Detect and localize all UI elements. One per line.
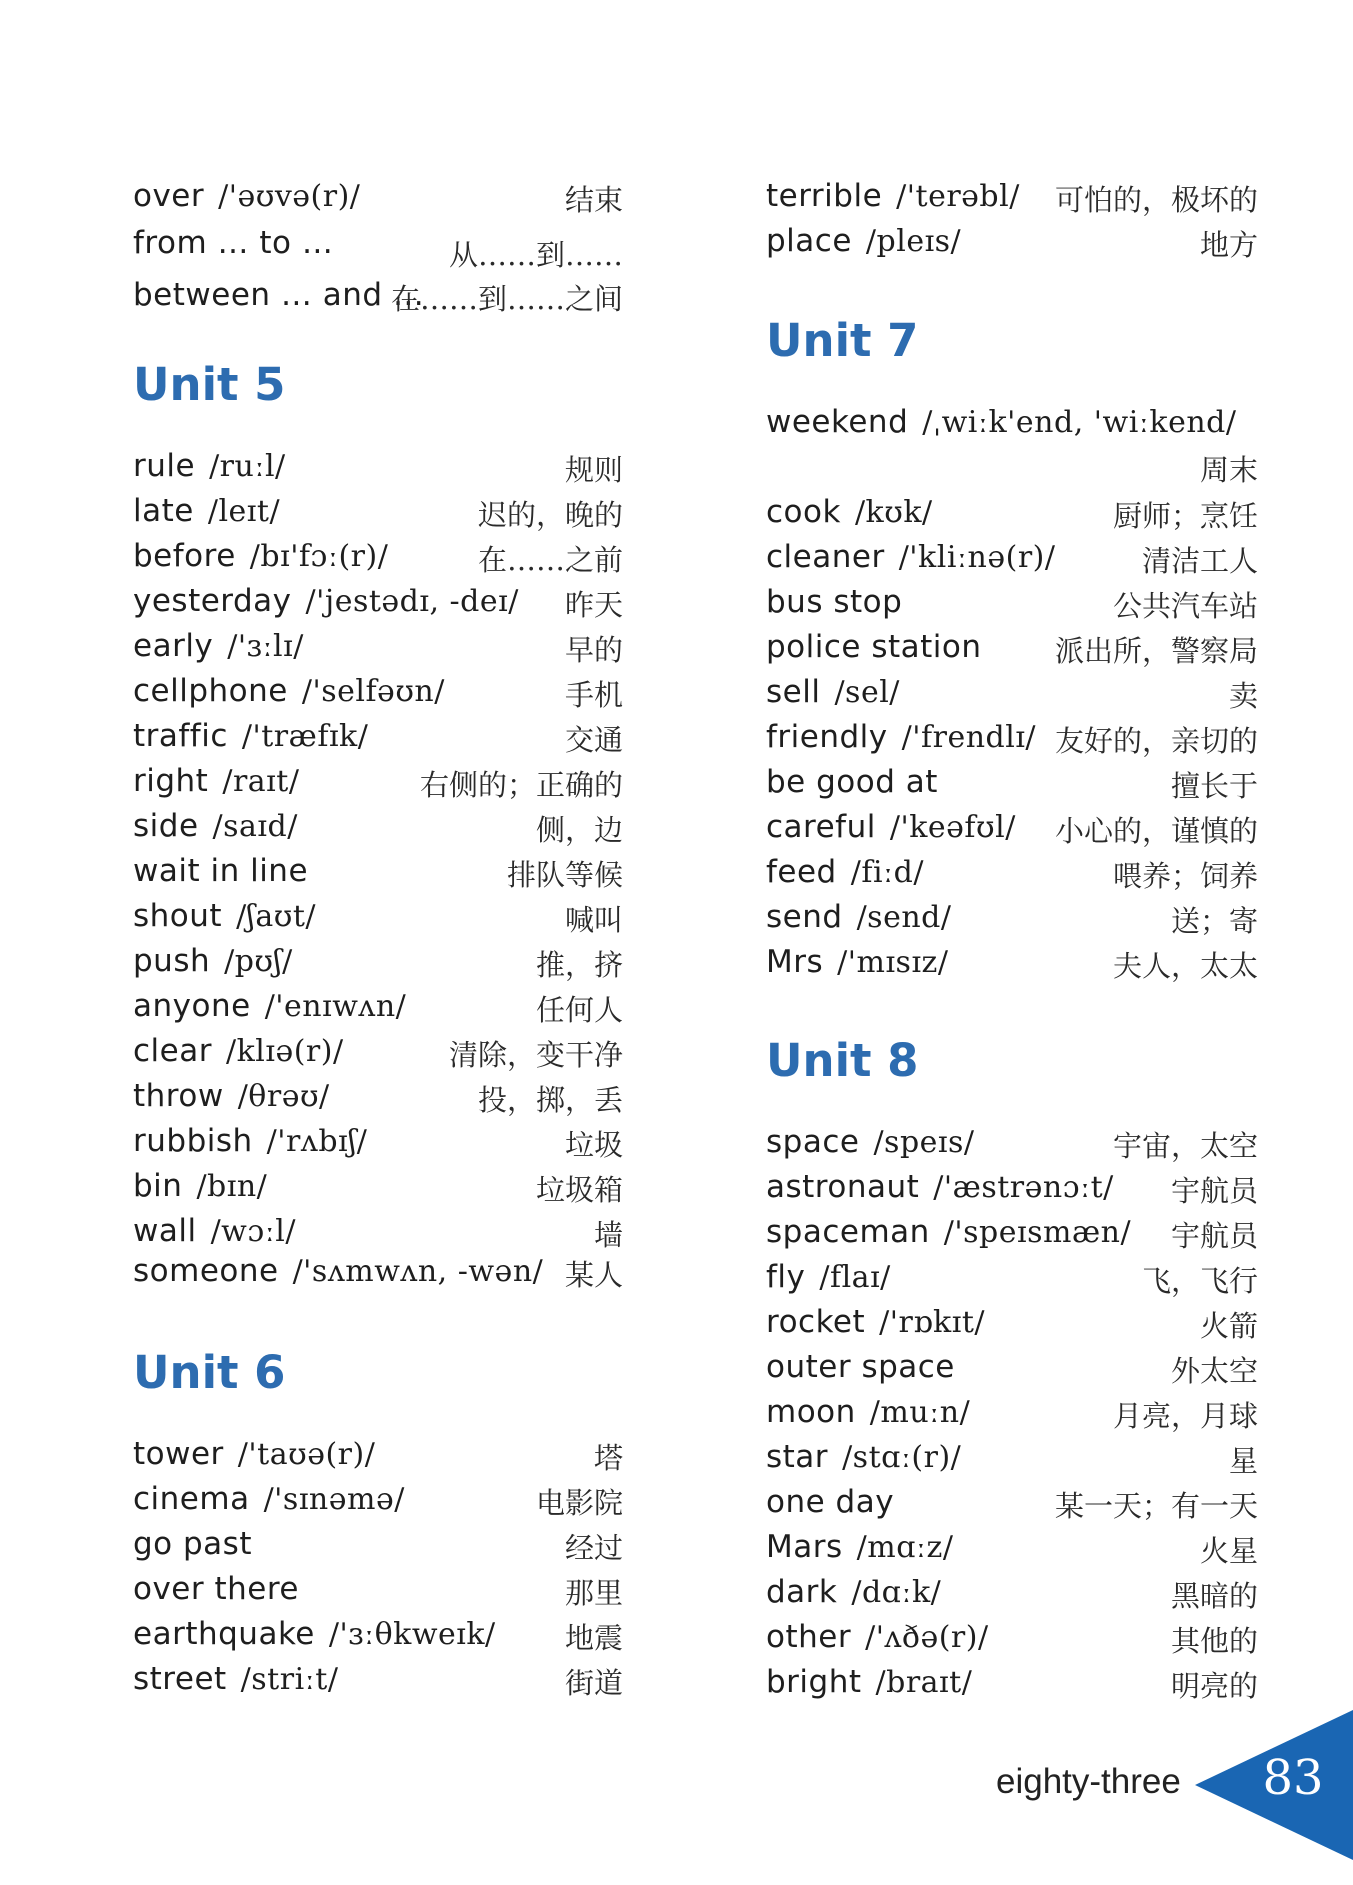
meaning: 友好的，亲切的 [1054, 724, 1258, 758]
meaning: 塔 [593, 1441, 623, 1475]
word: careful [766, 809, 876, 845]
phonetic: /'terəbl/ [896, 179, 1020, 214]
meaning: 手机 [564, 678, 623, 712]
word: tower [133, 1436, 224, 1472]
phonetic: /mɑːz/ [856, 1530, 954, 1565]
meaning: 街道 [564, 1666, 623, 1700]
vocab-entry [133, 277, 623, 321]
word: shout [133, 898, 223, 934]
word: friendly [766, 719, 888, 755]
word: anyone [133, 988, 251, 1024]
phonetic: /'ʌðə(r)/ [865, 1620, 989, 1655]
unit-heading: Unit 7 [766, 314, 919, 367]
phonetic: /klɪə(r)/ [225, 1034, 344, 1069]
word: over there [133, 1571, 299, 1607]
phonetic: /'ɜːlɪ/ [227, 629, 304, 664]
vocab-entry [766, 1574, 1258, 1618]
phonetic: /'ɜːθkweɪk/ [328, 1617, 496, 1652]
vocab-entry [133, 493, 623, 537]
word: from … to … [133, 225, 334, 261]
meaning: 昨天 [564, 588, 623, 622]
meaning: 从……到…… [448, 238, 623, 272]
word: moon [766, 1394, 856, 1430]
vocab-entry [766, 1484, 1258, 1528]
vocab-entry [766, 809, 1258, 853]
meaning: 厨师；烹饪 [1112, 499, 1258, 533]
word: weekend [766, 404, 909, 440]
vocab-entry [766, 1259, 1258, 1303]
word: rubbish [133, 1123, 253, 1159]
vocab-entry [766, 1169, 1258, 1213]
meaning: 侧，边 [535, 813, 623, 847]
vocab-entry [133, 178, 623, 222]
phonetic: /θrəʊ/ [237, 1079, 330, 1114]
phonetic: /'selfəʊn/ [301, 674, 445, 709]
word: cook [766, 494, 841, 530]
meaning: 其他的 [1170, 1624, 1258, 1658]
word: bin [133, 1168, 183, 1204]
meaning: 清除，变干净 [448, 1038, 623, 1072]
phonetic: /bɪn/ [196, 1169, 268, 1204]
phonetic: /send/ [856, 900, 952, 935]
vocab-entry [133, 583, 623, 627]
phonetic: /ruːl/ [209, 449, 286, 484]
vocab-entry [766, 1349, 1258, 1393]
meaning: 月亮，月球 [1112, 1399, 1258, 1433]
word: Mrs [766, 944, 824, 980]
phonetic: /'enɪwʌn/ [264, 989, 407, 1024]
word: traffic [133, 718, 228, 754]
meaning: 清洁工人 [1141, 544, 1258, 578]
meaning: 垃圾箱 [535, 1173, 623, 1207]
vocab-entry [766, 629, 1258, 673]
vocab-entry [766, 1214, 1258, 1258]
meaning: 卖 [1228, 679, 1258, 713]
word: astronaut [766, 1169, 920, 1205]
meaning: 喂养；饲养 [1112, 859, 1258, 893]
meaning: 公共汽车站 [1112, 589, 1258, 623]
vocab-entry [766, 854, 1258, 898]
meaning: 推，挤 [535, 948, 623, 982]
word: between … and … [133, 277, 425, 313]
phonetic: /ˌwiːk'end, 'wiːkend/ [922, 405, 1237, 440]
meaning: 周末 [1199, 453, 1258, 487]
vocab-entry [133, 1033, 623, 1077]
vocab-entry [133, 898, 623, 942]
meaning: 某一天；有一天 [1054, 1489, 1258, 1523]
vocab-entry [766, 584, 1258, 628]
meaning: 任何人 [535, 993, 623, 1027]
meaning: 那里 [564, 1576, 623, 1610]
vocab-entry [133, 988, 623, 1032]
word: bright [766, 1664, 862, 1700]
word: sell [766, 674, 821, 710]
meaning: 明亮的 [1170, 1669, 1258, 1703]
phonetic: /pʊʃ/ [224, 944, 293, 979]
meaning: 小心的，谨慎的 [1054, 814, 1258, 848]
meaning: 经过 [564, 1531, 623, 1565]
phonetic: /muːn/ [869, 1395, 971, 1430]
phonetic: /stɑː(r)/ [842, 1440, 962, 1475]
meaning: 排队等候 [506, 858, 623, 892]
word: cinema [133, 1481, 250, 1517]
meaning: 电影院 [535, 1486, 623, 1520]
word: cleaner [766, 539, 885, 575]
meaning: 右侧的；正确的 [419, 768, 623, 802]
meaning: 火箭 [1199, 1309, 1258, 1343]
vocab-entry [766, 494, 1258, 538]
word: star [766, 1439, 829, 1475]
word: space [766, 1124, 860, 1160]
meaning: 宇航员 [1170, 1174, 1258, 1208]
phonetic: /'rɒkɪt/ [879, 1305, 985, 1340]
vocab-entry [766, 1619, 1258, 1663]
word: throw [133, 1078, 224, 1114]
word: late [133, 493, 194, 529]
meaning: 投，掷，丢 [477, 1083, 623, 1117]
phonetic: /dɑːk/ [851, 1575, 942, 1610]
vocab-entry [133, 1123, 623, 1167]
word: someone [133, 1253, 279, 1289]
word: earthquake [133, 1616, 315, 1652]
phonetic: /leɪt/ [207, 494, 281, 529]
vocab-entry [766, 899, 1258, 943]
phonetic: /braɪt/ [875, 1665, 973, 1700]
word: dark [766, 1574, 838, 1610]
phonetic: /'frendlɪ/ [901, 720, 1037, 755]
vocab-entry [133, 225, 623, 272]
vocab-entry [133, 1253, 623, 1297]
phonetic: /bɪ'fɔː(r)/ [249, 539, 389, 574]
page-number-word: eighty-three [996, 1762, 1181, 1801]
word: feed [766, 854, 837, 890]
meaning: 可怕的，极坏的 [1054, 183, 1258, 217]
word: police station [766, 629, 982, 665]
vocab-entry [133, 1526, 623, 1570]
phonetic: /pleɪs/ [865, 224, 962, 259]
vocab-entry [766, 764, 1258, 808]
vocab-entry [133, 673, 623, 717]
phonetic: /kʊk/ [854, 495, 933, 530]
word: wall [133, 1213, 197, 1249]
word: push [133, 943, 211, 979]
vocab-entry [133, 763, 623, 807]
meaning: 飞，飞行 [1141, 1264, 1258, 1298]
phonetic: /'træfɪk/ [241, 719, 369, 754]
meaning: 喊叫 [564, 903, 623, 937]
meaning: 结束 [564, 183, 623, 217]
word: send [766, 899, 843, 935]
word: place [766, 223, 852, 259]
meaning: 宇宙，太空 [1112, 1129, 1258, 1163]
word: fly [766, 1259, 806, 1295]
word: right [133, 763, 209, 799]
word: terrible [766, 178, 883, 214]
phonetic: /striːt/ [240, 1662, 339, 1697]
meaning: 地方 [1199, 228, 1258, 262]
phonetic: /'speɪsmæn/ [943, 1215, 1132, 1250]
phonetic: /'jestədɪ, -deɪ/ [305, 584, 519, 619]
meaning: 规则 [564, 453, 623, 487]
meaning: 地震 [564, 1621, 623, 1655]
vocab-entry [133, 1661, 623, 1705]
meaning: 墙 [593, 1218, 623, 1252]
vocab-entry [766, 1664, 1258, 1708]
vocab-entry [133, 943, 623, 987]
vocab-entry [766, 674, 1258, 718]
meaning: 早的 [564, 633, 623, 667]
word: rule [133, 448, 196, 484]
phonetic: /'rʌbɪʃ/ [266, 1124, 368, 1159]
phonetic: /'sɪnəmə/ [263, 1482, 405, 1517]
phonetic: /fiːd/ [850, 855, 924, 890]
vocab-entry [766, 1394, 1258, 1438]
meaning: 外太空 [1170, 1354, 1258, 1388]
unit-heading: Unit 6 [133, 1346, 286, 1399]
word: be good at [766, 764, 938, 800]
vocab-entry [766, 539, 1258, 583]
vocab-entry [133, 1571, 623, 1615]
meaning: 火星 [1199, 1534, 1258, 1568]
phonetic: /'əʊvə(r)/ [218, 179, 361, 214]
word: wait in line [133, 853, 309, 889]
word: go past [133, 1526, 252, 1562]
meaning: 在……到……之间 [390, 282, 623, 316]
meaning: 宇航员 [1170, 1219, 1258, 1253]
word: early [133, 628, 214, 664]
phonetic: /ʃaʊt/ [236, 899, 316, 934]
vocab-entry [133, 1436, 623, 1480]
vocab-entry [133, 448, 623, 492]
meaning: 派出所，警察局 [1054, 634, 1258, 668]
meaning: 迟的，晚的 [477, 498, 623, 532]
meaning: 某人 [564, 1258, 623, 1292]
page-number: 83 [1262, 1750, 1324, 1806]
vocab-entry [133, 718, 623, 762]
word: spaceman [766, 1214, 930, 1250]
word: clear [133, 1033, 212, 1069]
meaning: 黑暗的 [1170, 1579, 1258, 1613]
meaning: 星 [1228, 1444, 1258, 1478]
vocab-entry [766, 223, 1258, 267]
phonetic: /saɪd/ [212, 809, 298, 844]
vocab-entry [133, 808, 623, 852]
vocab-entry [766, 1124, 1258, 1168]
word: over [133, 178, 205, 214]
vocab-entry [133, 1078, 623, 1122]
word: one day [766, 1484, 895, 1520]
phonetic: /'mɪsɪz/ [837, 945, 949, 980]
phonetic: /'taʊə(r)/ [237, 1437, 376, 1472]
vocab-entry [766, 944, 1258, 988]
unit-heading: Unit 5 [133, 358, 286, 411]
word: street [133, 1661, 227, 1697]
vocab-entry [133, 538, 623, 582]
word: bus stop [766, 584, 903, 620]
vocab-entry [133, 1213, 623, 1257]
vocab-entry [133, 1481, 623, 1525]
phonetic: /'sʌmwʌn, -wən/ [292, 1254, 544, 1289]
word: side [133, 808, 199, 844]
word: before [133, 538, 236, 574]
vocab-entry [766, 1439, 1258, 1483]
phonetic: /'keəfʊl/ [889, 810, 1016, 845]
phonetic: /flaɪ/ [819, 1260, 891, 1295]
word: cellphone [133, 673, 288, 709]
vocab-entry [133, 628, 623, 672]
meaning: 交通 [564, 723, 623, 757]
phonetic: /wɔːl/ [210, 1214, 296, 1249]
vocab-entry [766, 1529, 1258, 1573]
word: yesterday [133, 583, 292, 619]
vocab-entry [133, 853, 623, 897]
vocab-entry [766, 178, 1258, 222]
unit-heading: Unit 8 [766, 1034, 919, 1087]
phonetic: /raɪt/ [222, 764, 300, 799]
meaning: 擅长于 [1170, 769, 1258, 803]
phonetic: /speɪs/ [873, 1125, 975, 1160]
meaning: 在……之前 [477, 543, 623, 577]
vocab-entry [133, 1616, 623, 1660]
vocab-entry [766, 1304, 1258, 1348]
word: rocket [766, 1304, 866, 1340]
meaning: 垃圾 [564, 1128, 623, 1162]
word: other [766, 1619, 852, 1655]
word: Mars [766, 1529, 843, 1565]
phonetic: /'æstrənɔːt/ [933, 1170, 1114, 1205]
vocab-entry [766, 404, 1258, 487]
word: outer space [766, 1349, 955, 1385]
vocab-entry [133, 1168, 623, 1212]
vocab-entry [766, 719, 1258, 763]
phonetic: /sel/ [834, 675, 900, 710]
phonetic: /'kliːnə(r)/ [898, 540, 1056, 575]
meaning: 送；寄 [1170, 904, 1258, 938]
meaning: 夫人，太太 [1112, 949, 1258, 983]
